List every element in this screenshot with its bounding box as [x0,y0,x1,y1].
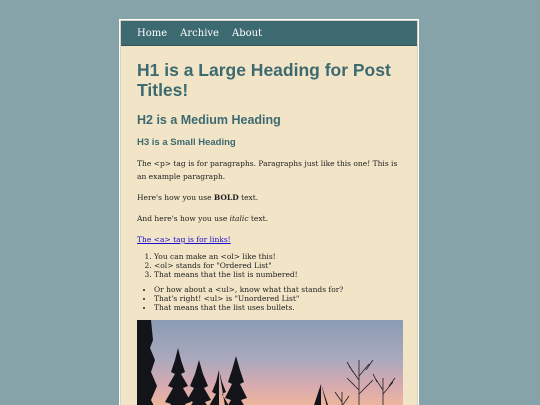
italic-suffix: text. [248,214,268,223]
ordered-list-item: 3. That means that the list is numbered! [154,270,402,279]
ordered-list-item: 2. <ol> stands for "Ordered List" [154,261,402,270]
italic-word: italic [229,214,249,223]
unordered-list-item: • Or how about a <ul>, know what that stands for? [154,285,402,294]
bold-paragraph [137,191,402,204]
unordered-list [137,285,402,312]
example-link[interactable]: The <a> tag is for links! [137,235,231,244]
bold-prefix: Here's how you use [137,193,214,202]
example-paragraph: The <p> tag is for paragraphs. Paragraphs just like this one! This is an example paragraph. [137,159,398,181]
link-paragraph [137,233,402,246]
nav-about-link[interactable]: About [231,27,263,39]
post-content [121,46,417,405]
bold-word: BOLD [213,193,239,202]
italic-paragraph [137,212,402,225]
sunset-forest-photo [137,320,403,405]
medium-heading: H2 is a Medium Heading [137,113,281,127]
nav-home-link[interactable]: Home [137,27,168,39]
unordered-list-item: • That means that the list uses bullets. [154,303,402,312]
small-heading: H3 is a Small Heading [137,137,236,148]
page-container [121,21,417,405]
post-title: H1 is a Large Heading for Post Titles! [137,60,391,100]
nav-archive-link[interactable]: Archive [180,27,219,39]
bold-suffix: text. [238,193,259,202]
unordered-list-item: • That's right! <ul> is "Unordered List" [154,294,402,303]
italic-prefix: And here's how you use [137,214,230,223]
top-nav [121,21,417,46]
ordered-list [137,252,402,279]
ordered-list-item: 1. You can make an <ol> like this! [154,252,402,261]
